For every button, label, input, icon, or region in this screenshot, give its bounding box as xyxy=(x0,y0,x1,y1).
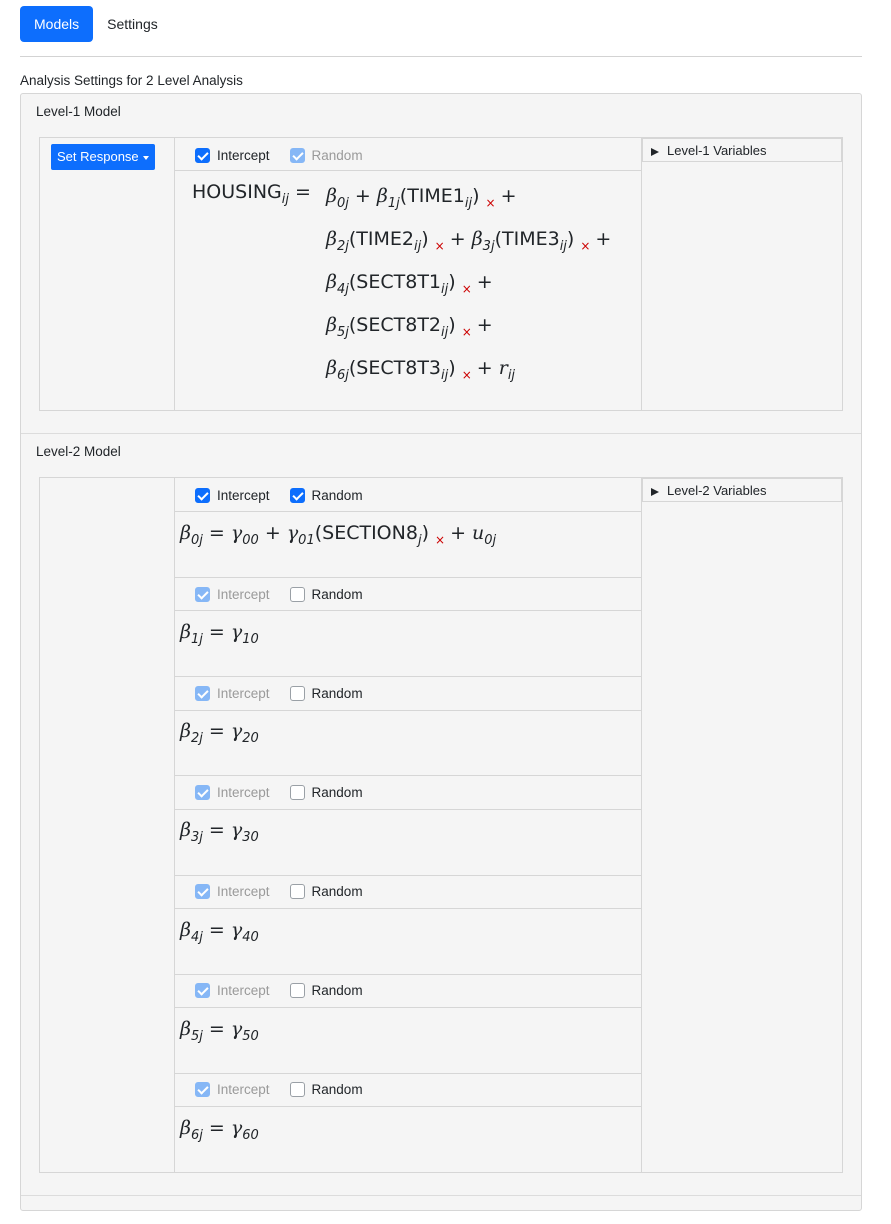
coef-subscript: 1j xyxy=(387,196,400,211)
coef-subscript: 2j xyxy=(336,239,349,254)
triangle-right-icon xyxy=(651,148,659,156)
random-checkbox[interactable] xyxy=(290,148,305,163)
intercept-checkbox[interactable] xyxy=(195,983,210,998)
error-term: u xyxy=(472,522,485,544)
remove-x-icon[interactable]: × xyxy=(580,239,591,253)
divider xyxy=(174,478,175,1172)
variable-time1[interactable]: TIME1 xyxy=(407,185,465,207)
coef-subscript: 0j xyxy=(336,196,349,211)
coef: β xyxy=(326,271,337,293)
intercept-label: Intercept xyxy=(217,784,270,800)
level1-eq-line-3: $\beta_{4j}(SECT8T1_{ij}) _\times$ + xyxy=(326,271,493,297)
level2-eq-0: $\beta_{0j} = \gamma_{00}$ + $\gamma_{01}(SECTION8_j) _\times + u_{0j}$ xyxy=(180,522,497,548)
divider xyxy=(641,138,642,410)
intercept-checkbox[interactable] xyxy=(195,686,210,701)
level2-variables-toggle[interactable] xyxy=(642,478,842,502)
random-checkbox[interactable] xyxy=(290,884,305,899)
level1-eq-line-4: $\beta_{5j}(SECT8T2_{ij}) _\times$ + xyxy=(326,314,493,340)
divider xyxy=(174,1007,641,1008)
gamma-subscript: 01 xyxy=(298,533,315,548)
var-subscript: ij xyxy=(441,282,449,297)
coef: β xyxy=(326,228,337,250)
level1-eq-line-5: $\beta_{6j}(SECT8T3_{ij}) _\times + r_{ij}$ xyxy=(326,357,516,383)
coef-subscript: 6j xyxy=(336,368,349,383)
response-subscript: ij xyxy=(281,192,289,207)
level1-title: Level-1 Model xyxy=(36,104,121,119)
gamma: γ xyxy=(230,1018,243,1040)
remove-x-icon[interactable]: × xyxy=(461,368,472,382)
random-label: Random xyxy=(311,1081,363,1097)
gamma-subscript: 60 xyxy=(242,1128,259,1143)
level2-eq-2 xyxy=(180,720,259,746)
random-label: Random xyxy=(311,586,363,602)
lhs-subscript: 0j xyxy=(190,533,203,548)
equals-sign: = xyxy=(208,1117,225,1139)
lhs-coef: β xyxy=(180,819,191,841)
lhs-subscript: 5j xyxy=(190,1029,203,1044)
lhs-subscript: 6j xyxy=(190,1128,203,1143)
lhs-coef: β xyxy=(180,1018,191,1040)
gamma-subscript: 40 xyxy=(242,930,259,945)
random-label: Random xyxy=(311,883,363,899)
variable-time3[interactable]: TIME3 xyxy=(501,228,560,250)
level1-response xyxy=(192,181,311,207)
divider xyxy=(174,138,175,410)
plus: + xyxy=(449,228,466,250)
plus: + xyxy=(476,271,493,293)
plus: + xyxy=(264,522,281,544)
level1-eq-line-2: $\beta_{2j}(TIME2_{ij}) _\times$ + $\beta_{3j}(TIME3_{ij}) _\times$ + xyxy=(326,228,612,254)
var-subscript: ij xyxy=(441,325,449,340)
lhs-coef: β xyxy=(180,621,191,643)
remove-x-icon[interactable]: × xyxy=(485,196,496,210)
level1-options xyxy=(195,145,383,165)
intercept-label: Intercept xyxy=(217,487,270,503)
level2-eq-4 xyxy=(180,919,259,945)
gamma: γ xyxy=(230,720,243,742)
plus: + xyxy=(476,357,493,379)
intercept-checkbox[interactable] xyxy=(195,1082,210,1097)
remove-x-icon[interactable]: × xyxy=(461,282,472,296)
coef-subscript: 3j xyxy=(482,239,495,254)
lhs-coef: β xyxy=(180,1117,191,1139)
intercept-label: Intercept xyxy=(217,982,270,998)
level1-eq-line-1: $\beta_{0j}$ + $\beta_{1j}(TIME1_{ij}) _\times$ + xyxy=(326,185,517,211)
random-label: Random xyxy=(311,147,363,163)
block5-options xyxy=(195,980,383,1000)
random-checkbox[interactable] xyxy=(290,488,305,503)
variable-sect8t1[interactable]: SECT8T1 xyxy=(356,271,442,293)
divider xyxy=(641,478,642,1172)
triangle-right-icon xyxy=(651,488,659,496)
equals-sign: = xyxy=(208,522,225,544)
nav-tabs xyxy=(20,6,172,42)
lhs-coef: β xyxy=(180,919,191,941)
divider xyxy=(174,577,641,578)
block3-options xyxy=(195,782,383,802)
intercept-checkbox[interactable] xyxy=(195,785,210,800)
gamma-subscript: 50 xyxy=(242,1029,259,1044)
coef: β xyxy=(471,228,483,250)
divider xyxy=(174,908,641,909)
random-label: Random xyxy=(311,982,363,998)
level2-title: Level-2 Model xyxy=(36,444,121,459)
block0-options xyxy=(195,485,383,505)
random-checkbox[interactable] xyxy=(290,983,305,998)
coef: β xyxy=(326,185,337,207)
coef: β xyxy=(376,185,388,207)
error-subscript: ij xyxy=(507,368,516,383)
divider xyxy=(174,170,641,171)
equals-sign: = xyxy=(208,1018,225,1040)
block2-options xyxy=(195,683,383,703)
block4-options xyxy=(195,881,383,901)
variable-section8[interactable]: SECTION8 xyxy=(322,522,418,544)
intercept-label: Intercept xyxy=(217,147,270,163)
var-subscript: j xyxy=(417,533,422,548)
divider xyxy=(174,875,641,876)
plus: + xyxy=(354,185,371,207)
level2-frame xyxy=(39,477,843,1173)
random-label: Random xyxy=(311,487,363,503)
remove-x-icon[interactable]: × xyxy=(435,533,446,547)
level1-frame xyxy=(39,137,843,411)
gamma-subscript: 20 xyxy=(242,731,259,746)
level1-variables-label: Level-1 Variables xyxy=(667,143,767,158)
gamma-subscript: 30 xyxy=(242,830,259,845)
var-subscript: ij xyxy=(414,239,422,254)
lhs-subscript: 2j xyxy=(190,731,203,746)
intercept-checkbox[interactable] xyxy=(195,488,210,503)
intercept-label: Intercept xyxy=(217,883,270,899)
var-subscript: ij xyxy=(464,196,473,211)
gamma: γ xyxy=(230,919,243,941)
equals-sign: = xyxy=(208,819,225,841)
intercept-checkbox[interactable] xyxy=(195,884,210,899)
page-title: Analysis Settings for 2 Level Analysis xyxy=(20,73,243,88)
set-response-label: Set Response xyxy=(57,149,139,164)
analysis-settings-panel xyxy=(20,93,862,1211)
random-checkbox[interactable] xyxy=(290,785,305,800)
plus: + xyxy=(450,522,466,544)
level-divider xyxy=(21,433,861,434)
variable-sect8t3[interactable]: SECT8T3 xyxy=(356,357,442,379)
random-checkbox[interactable] xyxy=(290,587,305,602)
error-subscript: 0j xyxy=(484,533,497,548)
level2-eq-6 xyxy=(180,1117,259,1143)
intercept-checkbox[interactable] xyxy=(195,148,210,163)
coef: β xyxy=(326,314,337,336)
level2-eq-3 xyxy=(180,819,259,845)
variable-sect8t2[interactable]: SECT8T2 xyxy=(356,314,442,336)
divider xyxy=(20,56,862,57)
level2-variables-label: Level-2 Variables xyxy=(667,483,767,498)
random-checkbox[interactable] xyxy=(290,686,305,701)
intercept-label: Intercept xyxy=(217,685,270,701)
coef: β xyxy=(326,357,337,379)
tab-settings[interactable]: Settings xyxy=(93,6,172,42)
lhs-subscript: 3j xyxy=(190,830,203,845)
equals-sign: = xyxy=(208,919,225,941)
random-label: Random xyxy=(311,685,363,701)
divider xyxy=(174,809,641,810)
intercept-checkbox[interactable] xyxy=(195,587,210,602)
equals-sign: = xyxy=(208,621,225,643)
variable-time2[interactable]: TIME2 xyxy=(356,228,414,250)
equals-sign: = xyxy=(208,720,225,742)
divider xyxy=(174,676,641,677)
gamma: γ xyxy=(286,522,299,544)
random-label: Random xyxy=(311,784,363,800)
coef-subscript: 4j xyxy=(336,282,349,297)
divider xyxy=(174,1106,641,1107)
divider xyxy=(174,1073,641,1074)
lhs-coef: β xyxy=(180,720,191,742)
divider xyxy=(174,710,641,711)
plus: + xyxy=(500,185,517,207)
gamma-subscript: 10 xyxy=(242,632,259,647)
gamma: γ xyxy=(230,819,243,841)
random-checkbox[interactable] xyxy=(290,1082,305,1097)
plus: + xyxy=(476,314,493,336)
equals-sign: = xyxy=(295,181,311,203)
tab-models[interactable]: Models xyxy=(20,6,93,42)
set-response-button[interactable] xyxy=(51,144,155,170)
remove-x-icon[interactable]: × xyxy=(461,325,472,339)
var-subscript: ij xyxy=(559,239,567,254)
level2-eq-1 xyxy=(180,621,259,647)
lhs-coef: β xyxy=(180,522,191,544)
gamma-subscript: 00 xyxy=(242,533,259,548)
gamma: γ xyxy=(230,1117,243,1139)
coef-subscript: 5j xyxy=(336,325,349,340)
divider xyxy=(174,511,641,512)
block1-options xyxy=(195,584,383,604)
divider xyxy=(174,974,641,975)
divider xyxy=(174,610,641,611)
lhs-subscript: 1j xyxy=(190,632,203,647)
plus: + xyxy=(595,228,612,250)
level1-variables-toggle[interactable] xyxy=(642,138,842,162)
lhs-subscript: 4j xyxy=(190,930,203,945)
divider xyxy=(174,775,641,776)
level2-eq-5 xyxy=(180,1018,259,1044)
intercept-label: Intercept xyxy=(217,1081,270,1097)
remove-x-icon[interactable]: × xyxy=(434,239,445,253)
block6-options xyxy=(195,1079,383,1099)
gamma: γ xyxy=(230,621,243,643)
var-subscript: ij xyxy=(441,368,449,383)
intercept-label: Intercept xyxy=(217,586,270,602)
level-divider xyxy=(21,1195,861,1196)
caret-down-icon xyxy=(143,156,149,160)
response-variable[interactable]: HOUSING xyxy=(192,181,282,203)
error-term: r xyxy=(498,357,508,379)
gamma: γ xyxy=(230,522,243,544)
